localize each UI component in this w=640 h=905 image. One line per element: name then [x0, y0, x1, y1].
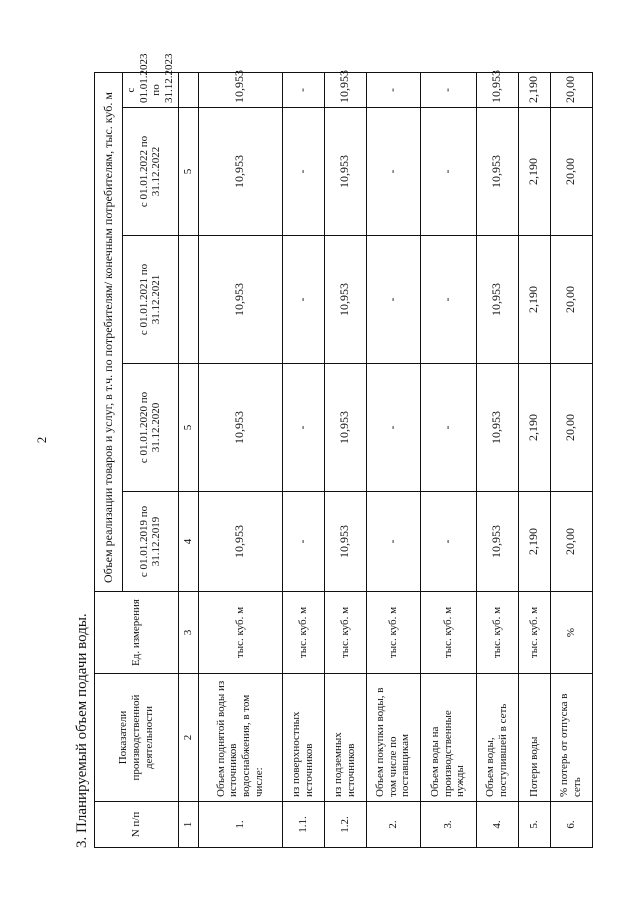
row-value: -	[366, 108, 420, 236]
row-num: 1.1.	[282, 802, 324, 848]
row-name: из подземных источников	[324, 674, 366, 802]
row-value: -	[420, 492, 476, 592]
row-value: 10,953	[324, 236, 366, 364]
row-value: 10,953	[198, 364, 282, 492]
index-cell: 1	[178, 802, 198, 848]
index-row	[178, 72, 198, 847]
section-title: 3. Планируемый объем подачи воды.	[74, 613, 90, 848]
row-value: -	[420, 72, 476, 107]
row-value: -	[282, 72, 324, 107]
row-value: -	[282, 492, 324, 592]
row-name: Объем воды на производственные нужды	[420, 674, 476, 802]
row-value: -	[420, 236, 476, 364]
row-unit: тыс. куб. м	[282, 592, 324, 674]
row-name: из поверхностных источников	[282, 674, 324, 802]
row-num: 5.	[518, 802, 550, 848]
index-cell: 5	[178, 108, 198, 236]
index-cell: 3	[178, 592, 198, 674]
row-value: 2,190	[518, 108, 550, 236]
row-value: -	[420, 108, 476, 236]
header-num: N п/п	[95, 802, 179, 848]
header-period-2021: с 01.01.2021 по 31.12.2021	[123, 236, 179, 364]
row-value: 20,00	[550, 72, 592, 107]
row-value: -	[366, 364, 420, 492]
row-value: -	[420, 364, 476, 492]
row-value: 10,953	[198, 108, 282, 236]
row-value: 2,190	[518, 236, 550, 364]
row-unit: тыс. куб. м	[324, 592, 366, 674]
row-value: 20,00	[550, 492, 592, 592]
row-name: Объем покупки воды, в том числе по поставщикам	[366, 674, 420, 802]
row-value: 2,190	[518, 364, 550, 492]
row-value: 20,00	[550, 236, 592, 364]
row-name: % потерь от отпуска в сеть	[550, 674, 592, 802]
row-value: -	[282, 236, 324, 364]
row-num: 6.	[550, 802, 592, 848]
row-name: Объем воды, поступившей в сеть	[476, 674, 518, 802]
row-num: 4.	[476, 802, 518, 848]
row-value: 20,00	[550, 364, 592, 492]
rotated-page	[70, 50, 590, 870]
row-unit: тыс. куб. м	[198, 592, 282, 674]
index-cell	[178, 72, 198, 107]
page-number: 2	[34, 436, 49, 444]
header-unit: Ед. измерения	[95, 592, 179, 674]
row-value: 10,953	[476, 236, 518, 364]
index-cell: 5	[178, 364, 198, 492]
index-cell	[178, 236, 198, 364]
row-unit: тыс. куб. м	[366, 592, 420, 674]
row-value: 2,190	[518, 492, 550, 592]
row-unit: тыс. куб. м	[420, 592, 476, 674]
header-indicator: Показатели производственной деятельности	[95, 674, 179, 802]
header-period-2023: с 01.01.2023 по 31.12.2023	[123, 72, 179, 107]
table-row	[282, 72, 324, 847]
row-value: -	[366, 492, 420, 592]
row-value: 10,953	[476, 364, 518, 492]
header-group-title: Объем реализации товаров и услуг, в т.ч. по потребителям/ конечным потребителям, тыс. куб. м	[95, 72, 123, 591]
index-cell: 4	[178, 492, 198, 592]
row-num: 3.	[420, 802, 476, 848]
row-value: -	[282, 364, 324, 492]
table-row	[518, 72, 550, 847]
row-num: 1.	[198, 802, 282, 848]
row-value: 10,953	[476, 72, 518, 107]
row-unit: тыс. куб. м	[476, 592, 518, 674]
row-value: 10,953	[324, 364, 366, 492]
row-name: Объем поднятой воды из источников водоснабжения, в том числе:	[198, 674, 282, 802]
row-value: 10,953	[476, 492, 518, 592]
table-row	[366, 72, 420, 847]
table-row	[198, 72, 282, 847]
row-value: 10,953	[324, 492, 366, 592]
row-value: 10,953	[476, 108, 518, 236]
row-value: 10,953	[198, 236, 282, 364]
row-value: -	[366, 236, 420, 364]
row-value: 2,190	[518, 72, 550, 107]
table-row	[476, 72, 518, 847]
header-period-2019: с 01.01.2019 по 31.12.2019	[123, 492, 179, 592]
row-unit: тыс. куб. м	[518, 592, 550, 674]
row-value: 10,953	[198, 492, 282, 592]
table-row	[420, 72, 476, 847]
row-num: 2.	[366, 802, 420, 848]
table-row	[550, 72, 592, 847]
header-period-2022: с 01.01.2022 по 31.12.2022	[123, 108, 179, 236]
header-period-2020: с 01.01.2020 по 31.12.2020	[123, 364, 179, 492]
row-value: -	[366, 72, 420, 107]
row-unit: %	[550, 592, 592, 674]
row-value: 20,00	[550, 108, 592, 236]
row-num: 1.2.	[324, 802, 366, 848]
row-name: Потери воды	[518, 674, 550, 802]
table-row	[324, 72, 366, 847]
index-cell: 2	[178, 674, 198, 802]
row-value: 10,953	[324, 108, 366, 236]
water-supply-table	[94, 53, 593, 848]
row-value: 10,953	[198, 72, 282, 107]
row-value: 10,953	[324, 72, 366, 107]
row-value: -	[282, 108, 324, 236]
